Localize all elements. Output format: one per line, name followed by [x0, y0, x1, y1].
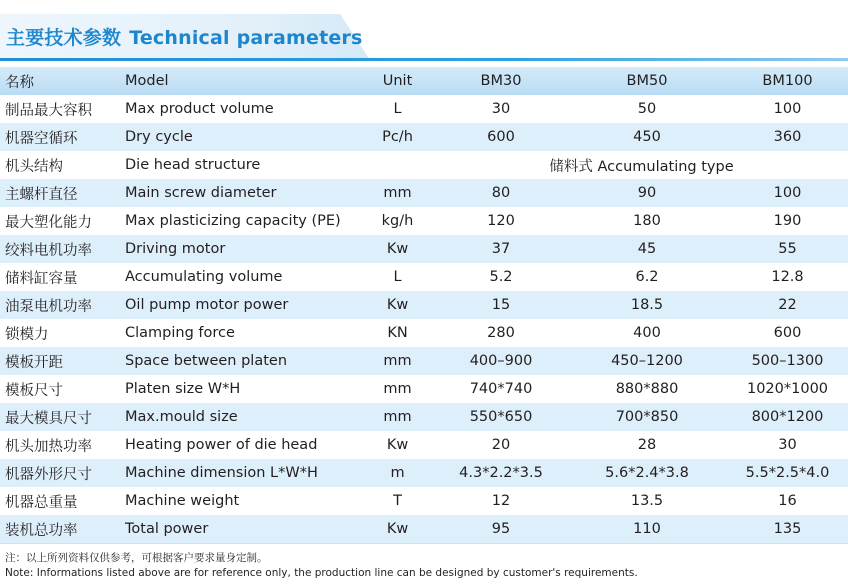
footnote-en: Note: Informations listed above are for reference only, the production line can be designed by customer's requirements.: [5, 567, 638, 579]
param-value-bm50: 5.6*2.4*3.8: [567, 459, 727, 487]
title-en: Technical parameters: [129, 27, 363, 49]
param-name-en: Total power: [125, 515, 360, 544]
param-name-cn: 机器外形尺寸: [0, 459, 125, 487]
param-name-cn: 最大模具尺寸: [0, 403, 125, 431]
param-name-cn: 机器空循环: [0, 123, 125, 151]
param-value-bm100: 135: [727, 515, 848, 544]
param-name-cn: 锁模力: [0, 319, 125, 347]
param-value-bm30: 600: [435, 123, 567, 151]
param-name-cn: 绞料电机功率: [0, 235, 125, 263]
table-row: [0, 179, 848, 207]
param-value-bm30: 550*650: [435, 403, 567, 431]
table-row: [0, 431, 848, 459]
param-value-bm50: 90: [567, 179, 727, 207]
param-name-en: Max product volume: [125, 95, 360, 123]
param-name-en: Max plasticizing capacity (PE): [125, 207, 360, 235]
param-unit: [360, 151, 435, 179]
param-value-bm50: 180: [567, 207, 727, 235]
param-value-bm100: 5.5*2.5*4.0: [727, 459, 848, 487]
param-value-bm50: 450–1200: [567, 347, 727, 375]
param-name-en: Main screw diameter: [125, 179, 360, 207]
param-name-en: Heating power of die head: [125, 431, 360, 459]
param-value-bm30: 120: [435, 207, 567, 235]
param-name-en: Machine weight: [125, 487, 360, 515]
column-header-bm30: BM30: [435, 67, 567, 95]
param-value-bm50: 28: [567, 431, 727, 459]
table-row: [0, 95, 848, 123]
param-value-bm30: 15: [435, 291, 567, 319]
param-unit: Kw: [360, 431, 435, 459]
param-value-bm100: 12.8: [727, 263, 848, 291]
param-value-bm30: 80: [435, 179, 567, 207]
param-value-bm30: 95: [435, 515, 567, 544]
column-header-bm100: BM100: [727, 67, 848, 95]
param-name-cn: 装机总功率: [0, 515, 125, 544]
param-name-en: Die head structure: [125, 151, 360, 179]
table-row: [0, 403, 848, 431]
param-value-bm30: 4.3*2.2*3.5: [435, 459, 567, 487]
param-value-bm30: 20: [435, 431, 567, 459]
param-unit: mm: [360, 375, 435, 403]
param-value-bm30: 37: [435, 235, 567, 263]
param-unit: T: [360, 487, 435, 515]
param-name-en: Driving motor: [125, 235, 360, 263]
param-value-bm50: 45: [567, 235, 727, 263]
param-unit: m: [360, 459, 435, 487]
param-value-bm30: 30: [435, 95, 567, 123]
page-title: [6, 23, 363, 50]
param-unit: mm: [360, 347, 435, 375]
param-value-bm30: 5.2: [435, 263, 567, 291]
param-value-bm100: 100: [727, 179, 848, 207]
param-unit: L: [360, 95, 435, 123]
param-value-bm100: 55: [727, 235, 848, 263]
column-header-model: Model: [125, 67, 360, 95]
param-value-bm50: 50: [567, 95, 727, 123]
param-unit: kg/h: [360, 207, 435, 235]
param-name-en: Machine dimension L*W*H: [125, 459, 360, 487]
param-unit: mm: [360, 179, 435, 207]
param-value-bm50: 18.5: [567, 291, 727, 319]
param-value-bm50: 6.2: [567, 263, 727, 291]
param-value-bm50: 880*880: [567, 375, 727, 403]
param-value-bm100: 1020*1000: [727, 375, 848, 403]
param-value-bm30: 400–900: [435, 347, 567, 375]
table-row: [0, 459, 848, 487]
param-name-en: Max.mould size: [125, 403, 360, 431]
table-row: [0, 151, 848, 179]
table-row: [0, 291, 848, 319]
param-value-bm30: 740*740: [435, 375, 567, 403]
footnote-cn: 注：以上所列资料仅供参考，可根据客户要求量身定制。: [5, 552, 268, 564]
column-header-unit: Unit: [360, 67, 435, 95]
column-header-name: 名称: [0, 67, 125, 95]
param-name-en: Accumulating volume: [125, 263, 360, 291]
param-value-bm50: 450: [567, 123, 727, 151]
param-name-cn: 机头结构: [0, 151, 125, 179]
param-value-bm100: 22: [727, 291, 848, 319]
column-header-bm50: BM50: [567, 67, 727, 95]
param-value-bm50: 110: [567, 515, 727, 544]
param-name-cn: 模板开距: [0, 347, 125, 375]
param-value-bm100: 190: [727, 207, 848, 235]
param-value-bm100: 600: [727, 319, 848, 347]
parameters-table: [0, 67, 848, 544]
param-name-en: Space between platen: [125, 347, 360, 375]
param-name-en: Clamping force: [125, 319, 360, 347]
table-row: [0, 515, 848, 544]
param-name-cn: 模板尺寸: [0, 375, 125, 403]
param-name-cn: 最大塑化能力: [0, 207, 125, 235]
table-row: [0, 347, 848, 375]
table-row: [0, 487, 848, 515]
footnote: [5, 551, 638, 581]
param-value-bm100: 100: [727, 95, 848, 123]
param-name-cn: 机头加热功率: [0, 431, 125, 459]
header-underline: [0, 58, 848, 61]
param-value-bm30: 12: [435, 487, 567, 515]
param-unit: Pc/h: [360, 123, 435, 151]
table-row: [0, 207, 848, 235]
param-value-bm50: 13.5: [567, 487, 727, 515]
param-unit: KN: [360, 319, 435, 347]
table-header-row: [0, 67, 848, 95]
param-value-all-models: 储料式 Accumulating type: [435, 151, 848, 179]
param-value-bm100: 500–1300: [727, 347, 848, 375]
param-value-bm100: 16: [727, 487, 848, 515]
param-name-cn: 制品最大容积: [0, 95, 125, 123]
param-value-bm50: 400: [567, 319, 727, 347]
param-name-cn: 油泵电机功率: [0, 291, 125, 319]
param-value-bm50: 700*850: [567, 403, 727, 431]
param-name-en: Dry cycle: [125, 123, 360, 151]
param-unit: mm: [360, 403, 435, 431]
table-row: [0, 263, 848, 291]
table-row: [0, 123, 848, 151]
title-cn: 主要技术参数: [6, 27, 122, 49]
table-row: [0, 319, 848, 347]
table-row: [0, 235, 848, 263]
param-value-bm100: 30: [727, 431, 848, 459]
param-unit: L: [360, 263, 435, 291]
param-name-en: Oil pump motor power: [125, 291, 360, 319]
param-name-cn: 储料缸容量: [0, 263, 125, 291]
param-name-en: Platen size W*H: [125, 375, 360, 403]
param-unit: Kw: [360, 291, 435, 319]
param-unit: Kw: [360, 235, 435, 263]
param-value-bm100: 360: [727, 123, 848, 151]
param-value-bm100: 800*1200: [727, 403, 848, 431]
section-header: [0, 14, 848, 62]
param-unit: Kw: [360, 515, 435, 544]
param-name-cn: 机器总重量: [0, 487, 125, 515]
param-value-bm30: 280: [435, 319, 567, 347]
table-row: [0, 375, 848, 403]
param-name-cn: 主螺杆直径: [0, 179, 125, 207]
